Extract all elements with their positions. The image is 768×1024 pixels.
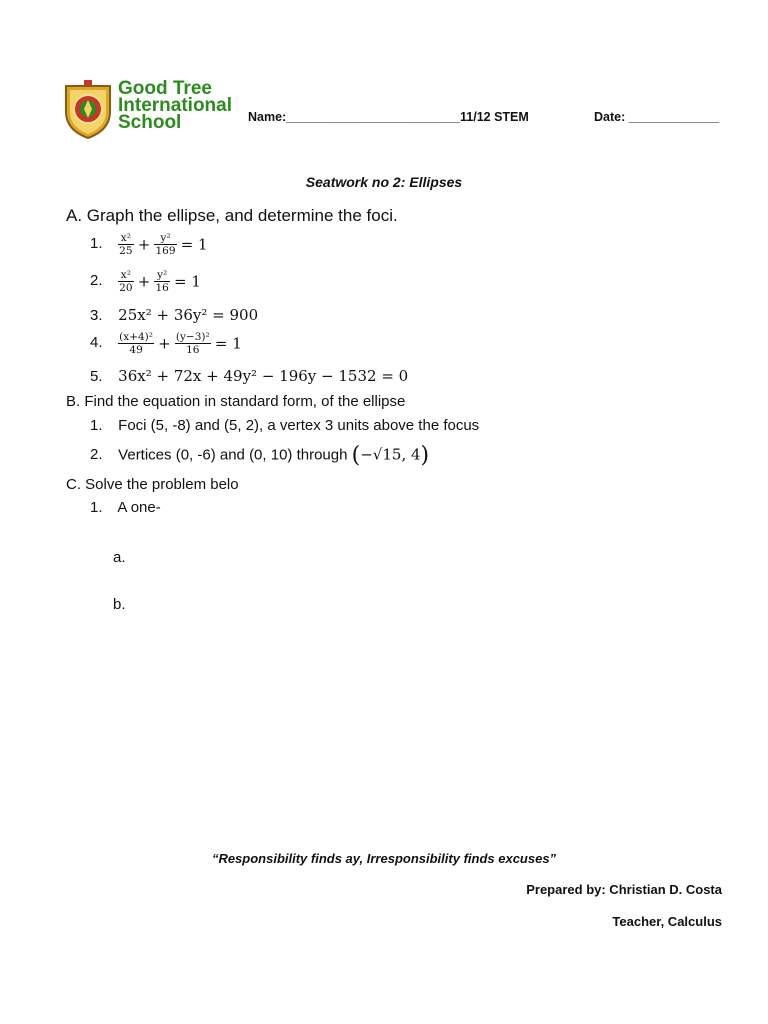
equation: 36x² + 72x + 49y² − 196y − 1532 = 0	[118, 367, 409, 385]
section-a-item-1: 1. $\frac{\text{x²}}{25}$ + $\frac{\text{y²}}{169}$ = 1	[90, 232, 208, 257]
item-text: A one-	[117, 499, 161, 516]
school-name	[118, 80, 232, 131]
item-text: Foci (5, -8) and (5, 2), a vertex 3 units above the focus	[118, 417, 480, 434]
section-a-heading: A. Graph the ellipse, and determine the foci.	[66, 206, 398, 225]
section-c-heading: C. Solve the problem belo	[66, 476, 239, 493]
page-title: Seatwork no 2: Ellipses	[305, 174, 463, 190]
school-name-line2: International	[118, 95, 233, 116]
section-c-item-a	[113, 549, 126, 566]
school-name-line1: Good Tree	[118, 78, 212, 99]
section-b-heading: B. Find the equation in standard form, of the ellipse	[66, 393, 406, 410]
item-number: 2.	[90, 446, 103, 464]
section-b-item-1	[90, 417, 479, 434]
item-text: Vertices (0, -6) and (0, 10) through	[118, 446, 348, 464]
item-number: 1.	[90, 235, 103, 253]
point-math: −√15, 4	[360, 445, 421, 464]
fraction: $\frac{\text{y²}}{169}$	[155, 232, 176, 257]
section-a-item-2: 2. $\frac{\text{x²}}{20}$ + $\frac{\text{y²}}{16}$ = 1	[90, 269, 201, 294]
item-number: 4.	[90, 334, 103, 352]
prepared-by: Prepared by: Christian D. Costa	[526, 882, 722, 897]
item-number: 3.	[90, 307, 103, 324]
fraction: $\frac{\text{x²}}{25}$	[119, 232, 133, 257]
item-number: 2.	[90, 272, 103, 290]
section-c-item-1	[90, 499, 161, 516]
item-letter: a.	[113, 549, 126, 566]
date-field-label: Date: _____________	[594, 110, 720, 124]
teacher-title: Teacher, Calculus	[612, 914, 722, 929]
section-a-item-5	[90, 367, 408, 385]
section-b-item-2: 2. Vertices (0, -6) and (0, 10) through (−√15, 4)	[90, 443, 430, 468]
item-number: 5.	[90, 368, 103, 385]
school-logo	[62, 78, 114, 140]
section-a-item-3	[90, 306, 258, 324]
fraction: $\frac{\text{(y−3)²}}{16}$	[175, 331, 210, 356]
equation: 25x² + 36y² = 900	[118, 306, 259, 324]
fraction: $\frac{\text{y²}}{16}$	[155, 269, 169, 294]
item-number: 1.	[90, 499, 103, 516]
item-letter: b.	[113, 596, 126, 613]
fraction: $\frac{\text{x²}}{20}$	[119, 269, 133, 294]
section-a-item-4: 4. $\frac{\text{(x+4)²}}{49}$ + $\frac{\text{(y−3)²}}{16}$ = 1	[90, 331, 242, 356]
fraction: $\frac{\text{(x+4)²}}{49}$	[119, 331, 153, 356]
school-name-line3: School	[118, 112, 182, 133]
item-number: 1.	[90, 417, 103, 434]
motto-quote: “Responsibility finds ay, Irresponsibility finds excuses”	[211, 851, 557, 866]
section-c-item-b	[113, 596, 126, 613]
name-field-label: Name:_________________________11/12 STEM	[248, 110, 529, 124]
